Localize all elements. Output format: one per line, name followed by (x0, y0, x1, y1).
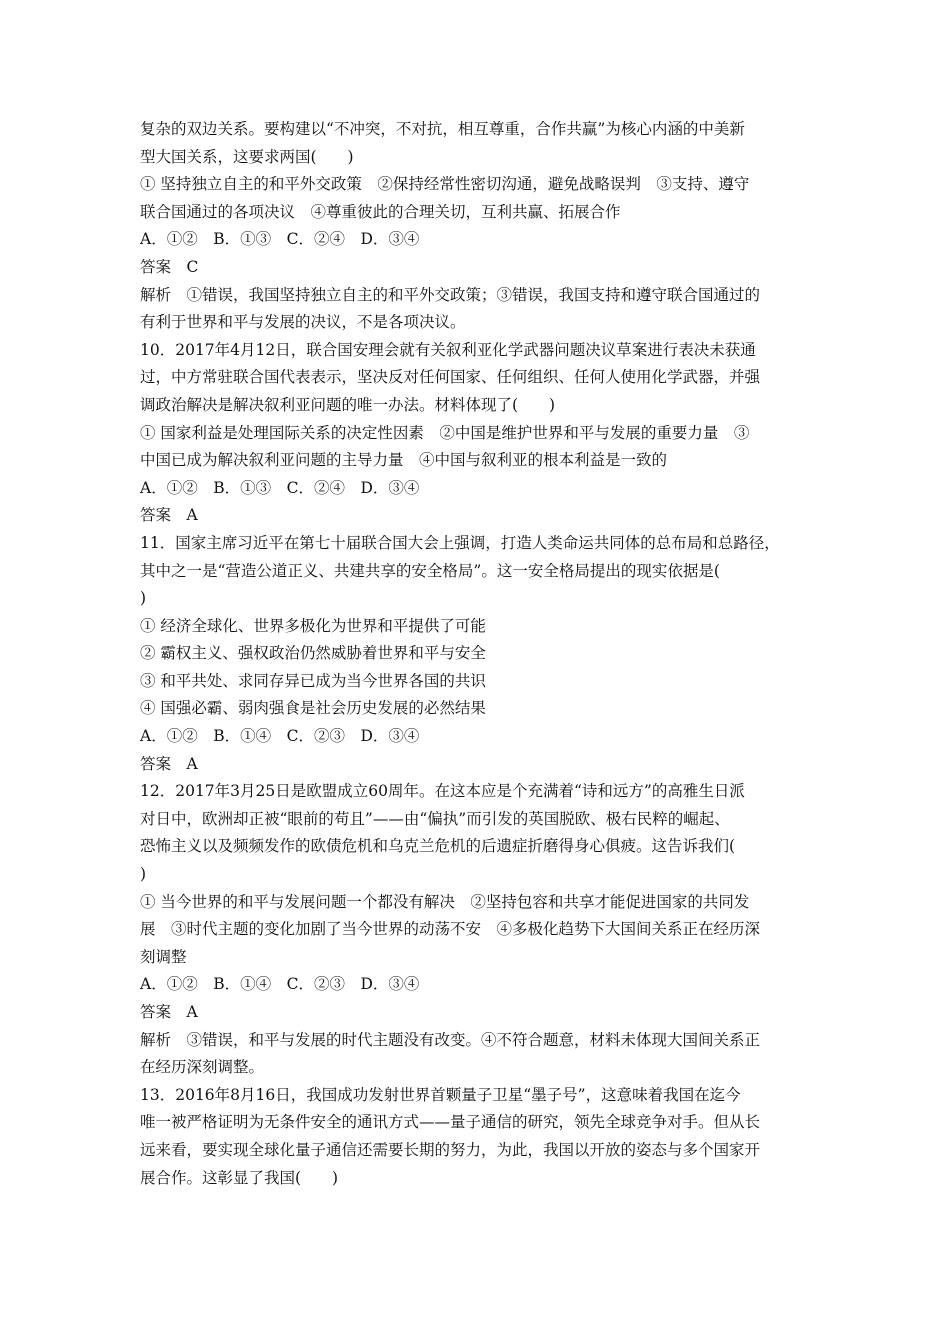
text-line: 12．2017年3月25日是欧盟成立60周年。在这本应是个充满着“诗和远方”的高雅生日派 (140, 782, 745, 801)
text-line: 解析 ③错误，和平与发展的时代主题没有改变。④不符合题意，材料未体现大国间关系正 (140, 1030, 761, 1049)
text-line: ① 坚持独立自主的和平外交政策 ②保持经常性密切沟通，避免战略误判 ③支持、遵守 (140, 175, 750, 194)
text-line: 远来看，要实现全球化量子通信还需要长期的努力，为此，我国以开放的姿态与多个国家开 (140, 1140, 761, 1159)
text-line: 调政治解决是解决叙利亚问题的唯一办法。材料体现了( ) (140, 395, 556, 414)
text-line: ① 经济全球化、世界多极化为世界和平提供了可能 (140, 616, 486, 635)
text-line: 答案 C (140, 257, 199, 276)
text-line: 解析 ①错误，我国坚持独立自主的和平外交政策；③错误，我国支持和遵守联合国通过的 (140, 285, 761, 304)
text-line: 11．国家主席习近平在第七十届联合国大会上强调，打造人类命运共同体的总布局和总路径， (140, 533, 780, 552)
text-line: A．①② B．①③ C．②④ D．③④ (140, 230, 420, 249)
text-line: ) (140, 589, 147, 608)
text-line: 答案 A (140, 754, 198, 773)
text-line: 10．2017年4月12日，联合国安理会就有关叙利亚化学武器问题决议草案进行表决未获通 (140, 340, 756, 359)
text-line: 唯一被严格证明为无条件安全的通讯方式——量子通信的研究，领先全球竞争对手。但从长 (140, 1113, 761, 1132)
text-line: 13．2016年8月16日，我国成功发射世界首颗量子卫星“墨子号”，这意味着我国在迄今 (140, 1085, 741, 1104)
text-line: ④ 国强必霸、弱肉强食是社会历史发展的必然结果 (140, 699, 486, 718)
text-line: 型大国关系，这要求两国( ) (140, 147, 354, 166)
text-line: A．①② B．①③ C．②④ D．③④ (140, 478, 420, 497)
text-line: ) (140, 865, 147, 884)
text-line: 展合作。这彰显了我国( ) (140, 1168, 339, 1187)
text-line: 中国已成为解决叙利亚问题的主导力量 ④中国与叙利亚的根本利益是一致的 (140, 451, 668, 470)
text-line: 在经历深刻调整。 (140, 1058, 265, 1077)
text-line: 恐怖主义以及频频发作的欧债危机和乌克兰危机的后遗症折磨得身心俱疲。这告诉我们( (140, 837, 736, 856)
text-line: 其中之一是“营造公道正义、共建共享的安全格局”。这一安全格局提出的现实依据是( (140, 561, 720, 580)
text-line: A．①② B．①④ C．②③ D．③④ (140, 727, 420, 746)
text-line: 展 ③时代主题的变化加剧了当今世界的动荡不安 ④多极化趋势下大国间关系正在经历深 (140, 920, 761, 939)
text-line: 对日中，欧洲却正被“眼前的苟且”——由“偏执”而引发的英国脱欧、极右民粹的崛起、 (140, 809, 730, 828)
document-body (140, 116, 820, 1192)
text-line: 答案 A (140, 1003, 198, 1021)
text-line: A．①② B．①④ C．②③ D．③④ (140, 975, 420, 994)
text-line: 联合国通过的各项决议 ④尊重彼此的合理关切，互利共赢、拓展合作 (140, 202, 621, 221)
text-line: ③ 和平共处、求同存异已成为当今世界各国的共识 (140, 671, 486, 690)
text-line: ② 霸权主义、强权政治仍然威胁着世界和平与安全 (140, 644, 486, 663)
text-line: 刻调整 (140, 947, 187, 966)
text-line: 有利于世界和平与发展的决议，不是各项决议。 (140, 313, 466, 332)
text-line: ① 当今世界的和平与发展问题一个都没有解决 ②坚持包容和共享才能促进国家的共同发 (140, 892, 750, 911)
text-line: 答案 A (140, 506, 198, 525)
text-line: 复杂的双边关系。要构建以“不冲突，不对抗，相互尊重，合作共赢”为核心内涵的中美新 (140, 120, 745, 138)
text-line: ① 国家利益是处理国际关系的决定性因素 ②中国是维护世界和平与发展的重要力量 ③ (140, 423, 750, 442)
text-line: 过，中方常驻联合国代表表示，坚决反对任何国家、任何组织、任何人使用化学武器，并强 (140, 368, 761, 387)
